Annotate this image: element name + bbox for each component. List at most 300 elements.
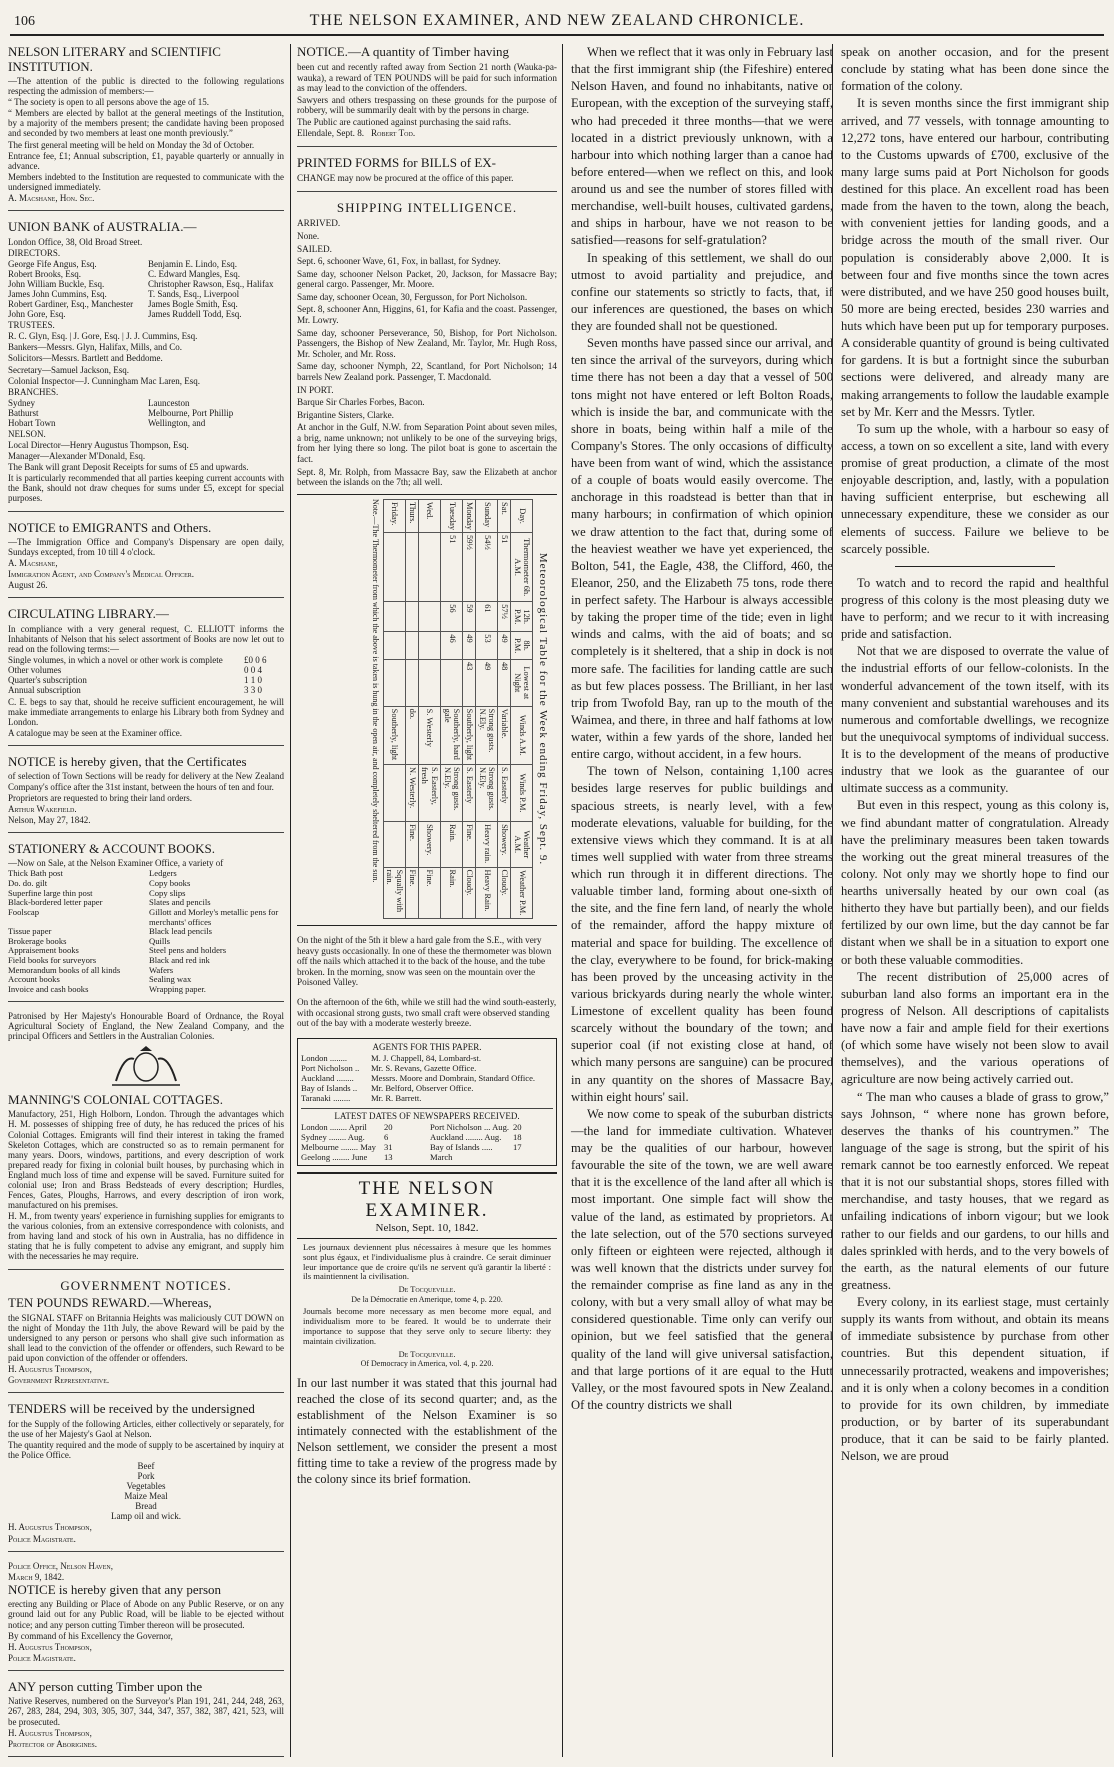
table-header: Lowest at Night <box>511 659 533 706</box>
list-item: Wellington, and <box>148 417 206 428</box>
list-item: Slates and pencils <box>149 897 211 908</box>
shipping-entry: Same day, schooner Nymph, 22, Scantland, for Port Nicholson; 14 barrels New Zealand pork. Passenger, T. Macdonald. <box>297 361 557 382</box>
list-item: Account books <box>8 974 60 985</box>
table-cell <box>406 601 419 631</box>
table-cell: 43 <box>463 659 476 706</box>
list-item: Foolscap <box>8 906 40 917</box>
editorial-column-2 <box>832 44 1109 1757</box>
shipping-entry: Sept. 8, schooner Ann, Higgins, 61, for Kafia and the coast. Passenger, Mr. Lowry. <box>297 304 557 326</box>
native-reserves-notice <box>8 1680 284 1757</box>
paragraph: Seven months have passed since our arrival, and ten since the arrival of the surveyors, during which time there has not been a day that a vessel of 500 tons might not have entered or left Bolton Roads, which is inside the bar, and communicate with the shore in boats, being within half a mile of the Company's Stores. The only occasions of difficulty have been from want of wind, which the assistance of a couple of boats would easily overcome. The anchorage in this roadstead is better than that in many harbours; in confirmation of which opinion we draw attention to the fact that, during some of the heaviest weather we have yet experienced, the Bolton, 541, the Eagle, 438, the Clifford, 460, the Eleanor, 250, and the Elizabeth 75 tons, rode there in perfect safety. The Harbour is always accessible by taking the proper time of the tide; even in light winds and calms, with the aid of boats; and so completely is it sheltered, that a ship in dock is not more safe. The facilities for landing cattle are such as but few places possess. The Brilliant, in her last trip from Twofold Bay, ran up to the mouth of the Waimea, and there, in three and half fathoms at low water, within a few yards of the shore, landed her entire cargo, without accident, in a few hours. <box>571 336 833 762</box>
ad-title: CIRCULATING LIBRARY.— <box>8 606 169 622</box>
list-item: Ledgers <box>149 868 177 879</box>
table-cell: Friday. <box>383 499 405 532</box>
paragraph: “ The man who causes a blade of grass to grow,” says Johnson, “ where none has grown before, deserves the thanks of his countrymen.” The language of the sage is strong, but the spirit of his remark cannot be too earnestly enforced. We repeat that it is not our substantial shops, stores filled with merchandise, and tasty houses, that we regard as unfailing indications of inborn vigour; but we look rather to our fields and our gardens, to our hills and dales sprinkled with herds, and to the very bowels of the earth, as the natural elements of our future greatness. <box>841 1089 1109 1292</box>
section-label: ARRIVED. <box>297 218 341 229</box>
ad-body: Members indebted to the Institution are requested to communicate with the undersigned immediately. <box>8 171 284 192</box>
table-cell: do. <box>406 706 419 764</box>
list-item: Maize Meal <box>124 1491 168 1502</box>
divider <box>895 566 1056 567</box>
list-item: Launceston <box>148 397 190 408</box>
signature: Protector of Aborigines. <box>8 1738 97 1749</box>
list-item: Lamp oil and wick. <box>111 1511 181 1522</box>
agent-name: Mr. Belford, Observer Office. <box>371 1082 474 1093</box>
ad-title: PRINTED FORMS for BILLS of EX- <box>297 154 496 170</box>
table-cell: N. Westerly. <box>406 764 419 821</box>
table-title: Meteorological Table for the Week ending Friday, Sept. 9. <box>537 552 549 865</box>
list-item: Black-bordered letter paper <box>8 897 103 908</box>
epigraph-french: Les journaux deviennent plus nécessaires à mesure que les hommes sont plus égaux, et l'individualisme plus à craindre. Ce serait diminuer leur importance que de croire qu'ils ne servent qu'à garantir la liberté : ils maintiennent la civilisation. <box>303 1241 551 1282</box>
table-cell: 49 <box>463 632 476 660</box>
table-row <box>463 499 476 918</box>
epigraph-author: De Tocqueville. <box>398 1285 456 1295</box>
signature: H. Augustus Thompson, <box>8 1364 92 1374</box>
ad-body: Manufactory, 251, High Holborn, London. Through the advantages which H. M. possesses of shipping free of duty, he has reduced the prices of his Colonial Cottages. Emigrants will find their interest in taking the framed Skeleton Cottages, which are constructed so as to remain permanent for many years. Doors, windows, partitions, and every description of work prepared ready for fixing in colonial built houses, by purchasing which in England much loss of time and expense will be saved. Furniture suited for colonial use; Iron and Brass Bedsteads of every description; Hurdles, Fences, Gates, Ploughs, Harrows, and every description of iron work, manufactured on his premises. <box>8 1109 284 1211</box>
government-notices-heading: GOVERNMENT NOTICES. <box>60 1277 232 1293</box>
table-cell <box>406 532 419 601</box>
table-cell: Rain. <box>441 867 463 918</box>
printed-forms-ad <box>297 156 557 192</box>
section-label: IN PORT. <box>297 384 334 395</box>
tender-items <box>8 1461 284 1521</box>
table-cell: Wed. <box>418 499 440 532</box>
shipping-entry: Barque Sir Charles Forbes, Bacon. <box>297 397 425 408</box>
ad-body: Proprietors are requested to bring their land orders. <box>8 792 192 803</box>
signature: H. Augustus Thompson, <box>8 1522 92 1533</box>
signature: Robert Tod. <box>371 128 416 139</box>
table-header: 12h. P.M. <box>511 601 533 631</box>
date-place: London ........ April <box>301 1121 367 1132</box>
table-cell: 51 <box>498 532 511 601</box>
rate-label: Single volumes, in which a novel or other work is complete <box>8 655 223 666</box>
editorial-lead: In our last number it was stated that this journal had reached the close of its second quarter; and, as the establishment of the Nelson Examiner is so intimately connected with the establishment of the Nelson settlement, we consider the present a most fitting time to take a review of the progress made by the colony since its brief formation. <box>297 1375 557 1487</box>
table-cell: S. Easterly, fresh <box>418 764 440 821</box>
ad-body: Police Office, Nelson Haven, <box>8 1560 113 1571</box>
table-cell <box>383 632 405 660</box>
agent-place: Port Nicholson .. <box>301 1063 360 1074</box>
date-value: 18 <box>513 1131 522 1142</box>
ad-body: At anchor in the Gulf, N.W. from Separation Point about seven miles, a brig, name unknown; not unlikely to be one of the surveying brigs, from her lying there so long. The pilot boat is gone to ascertain the fact. <box>297 422 557 464</box>
ad-title: STATIONERY & ACCOUNT BOOKS. <box>8 840 215 856</box>
table-header-row <box>511 499 533 918</box>
table-cell: Fine. <box>406 867 419 918</box>
date-place: Geelong ........ June <box>301 1151 368 1162</box>
table-cell <box>441 659 463 706</box>
stationery-ad <box>8 842 284 1002</box>
list-item: Beef <box>137 1461 155 1472</box>
manning-cottages-ad <box>8 1011 284 1270</box>
list-item: Hobart Town <box>8 417 56 428</box>
table-cell: 46 <box>441 632 463 660</box>
table-row <box>406 499 419 918</box>
date-place: Auckland ........ Aug. <box>430 1131 502 1142</box>
advertisements-column <box>8 44 284 1757</box>
ad-body: A catalogue may be seen at the Examiner office. <box>8 727 183 738</box>
table-header: Weather P.M. <box>511 867 533 918</box>
list-item: Memorandum books of all kinds <box>8 964 121 975</box>
table-cell: Variable. <box>498 706 511 764</box>
directors-list <box>8 259 284 319</box>
table-cell: S. Easterly <box>498 764 511 821</box>
table-body <box>383 499 510 918</box>
list-item: Field books for surveyors <box>8 955 97 966</box>
editorial-column-1 <box>562 44 833 1757</box>
table-cell: Fine. <box>406 821 419 866</box>
list-item: Copy slips <box>149 887 186 898</box>
paragraph: In speaking of this settlement, we shall do our utmost to avoid partiality and prejudice, and confine our statements so strictly to facts, that, if our inferences are questioned, the bases on which they are founded shall not be questioned. <box>571 250 833 333</box>
date-value: 20 <box>384 1121 393 1132</box>
ad-body: The quantity required and the mode of supply to be ascertained by inquiry at the Police Office. <box>8 1439 284 1460</box>
certificates-notice <box>8 755 284 833</box>
list-item: James Ruddell Todd, Esq. <box>148 309 242 320</box>
table-cell: 59 <box>463 601 476 631</box>
ad-title: ANY person cutting Timber upon the <box>8 1678 203 1694</box>
box-title: LATEST DATES OF NEWSPAPERS RECEIVED. <box>301 1108 553 1121</box>
table-note: Note.—The Thermometer from which the above is taken is hung in the open air, and completely sheltered from the sun. <box>370 498 380 883</box>
table-cell: S. Easterly <box>463 764 476 821</box>
table-cell: Rain. <box>441 821 463 866</box>
ad-body: The Public are cautioned against purchasing the said rafts. <box>297 116 512 127</box>
paragraph: Every colony, in its earliest stage, must certainly supply its wants from without, and obtain its means of immediate subsistence by purchase from other countries. But this dependent situation, if unnecessarily protracted, weakens and impoverishes; and it is only when a colony becomes in a condition to provide for its own children, by immediate production, or by barter of its superabundant produce, that it can be said to be fairly planted. Nelson, we are proud <box>841 1295 1109 1464</box>
list-item: Invoice and cash books <box>8 983 89 994</box>
table-cell: Heavy rain. <box>476 821 498 866</box>
paragraph: To sum up the whole, with a harbour so easy of access, a town on so excellent a site, land with every promise of great production, a climate of the most enjoyable description, and, lastly, with a population having sufficient enterprise, but eschewing all unnecessary expenditure, these we consider as our elements of success. Failure we believe to be scarcely possible. <box>841 421 1109 556</box>
table-header: Winds A.M. <box>511 706 533 764</box>
shipping-column <box>290 44 557 1757</box>
date-place: Melbourne ........ May <box>301 1141 376 1152</box>
table-cell <box>383 532 405 601</box>
ad-body: In compliance with a very general request, C. ELLIOTT informs the Inhabitants of Nelson that his select assortment of Books are now let out to read on the following terms:— <box>8 624 284 655</box>
rate-label: Annual subscription <box>8 685 81 696</box>
ad-body: “ Members are elected by ballot at the general meetings of the Institution, by a majority of the members present; the candidate having been proposed and seconded by two members at least one month previously.” <box>8 108 284 139</box>
table-row <box>498 499 511 918</box>
literary-institution-notice <box>8 45 284 211</box>
signature: H. Augustus Thompson, <box>8 1641 92 1652</box>
table-header: Winds P.M. <box>511 764 533 821</box>
ad-body: “ The society is open to all persons above the age of 15. <box>8 97 210 108</box>
list-item: Bathurst <box>8 407 39 418</box>
ad-body: C. E. begs to say that, should he receive sufficient encouragement, he will make immediate arrangements to enlarge his Library both from Sydney and London. <box>8 696 284 727</box>
date-place: Port Nicholson ... Aug. <box>430 1121 510 1132</box>
ad-title: TENDERS will be received by the undersigned <box>8 1401 255 1417</box>
date: Nelson, May 27, 1842. <box>8 814 91 825</box>
table-cell: 56 <box>441 601 463 631</box>
section-label: BRANCHES. <box>8 386 59 397</box>
list-item: Copy books <box>149 878 191 889</box>
ad-title: UNION BANK of AUSTRALIA.— <box>8 219 197 235</box>
signature: H. Augustus Thompson, <box>8 1727 92 1738</box>
paragraph: The town of Nelson, containing 1,100 acres besides large reserves for public buildings and spacious streets, is nearly level, with a few moderate elevations, valuable for building, for the extensive views which they command. It is at all times well supplied with water from three streams which run through it in different directions. The valuable timber land, forming about one-sixth of the site, and the fine fern land, of nearly the whole of the remainder, afford the happy mixture of material and space for building. The excellence of the clay, everywhere to be found, for brick-making has been proved by the unceasing activity in the various brickyards during nearly the whole winter. Limestone of excellent quality has been found scarcely without the boundary of the town; and superior coal (if not existing close at hand, of which many persons are sanguine) can be procured in any quantity on the shores of Massacre Bay, within eight hours' sail. <box>571 764 833 1104</box>
list-item: Do. do. gilt <box>8 878 48 889</box>
date: August 26. <box>8 580 48 591</box>
signature: A. Macshane, <box>8 558 58 569</box>
table-cell: 54½ <box>476 532 498 601</box>
date-value: 17 <box>513 1141 522 1152</box>
list-item: Sealing wax <box>149 974 192 985</box>
table-cell: Strong gusts. N.Ely. <box>441 764 463 821</box>
newspaper-title: THE NELSON EXAMINER, AND NEW ZEALAND CHRONICLE. <box>309 12 805 29</box>
section-label: DIRECTORS. <box>8 247 61 258</box>
section-label: TRUSTEES. <box>8 320 55 331</box>
date-place: Bay of Islands ..... March <box>430 1141 493 1162</box>
date-value: 6 <box>384 1131 389 1142</box>
section-label: NELSON. <box>8 428 46 439</box>
table-cell: Fine. <box>463 821 476 866</box>
agent-name: Mr. R. Barrett. <box>371 1092 422 1103</box>
stationery-list <box>8 869 284 994</box>
ad-body: —The Immigration Office and Company's Dispensary are open daily, Sundays excepted, from 10 till 4 o'clock. <box>8 537 284 558</box>
ad-body: The Bank will grant Deposit Receipts for sums of £5 and upwards. <box>8 462 249 473</box>
weather-table <box>383 499 534 919</box>
paragraph: We now come to speak of the suburban districts—the land for immediate cultivation. Whatever may be the qualities of our harbour, however favourable the site of the town, we are well aware that it is the excellence of the land after all which is most important. One simple fact will show the value of the land, as estimated by proprietors. At the late selection, out of the 570 sections surveyed only fifteen or eighteen were rejected, although it was well known that the districts under survey for the remainder comprise as fine land as any in the colony, with but a very small alloy of what may be considered questionable. Time only can verify our opinion, but we feel satisfied that the general quality of the land will give universal satisfaction, and that large portions of it are equal to the Hutt Valley, or the most favoured spots in New Zealand. Of the country districts we shall <box>571 1106 833 1412</box>
police-notice <box>8 1561 284 1671</box>
paragraph: To watch and to record the rapid and healthful progress of this colony is the most pleasing duty we have to perform; and we recur to it with increasing pride and satisfaction. <box>841 575 1109 642</box>
epigraph-english: Journals become more necessary as men become more equal, and individualism more to be feared. It would be to underrate their importance to suppose that they serve only to secure liberty: they maintain civilization. <box>303 1306 551 1346</box>
table-cell: Squally with rain. <box>383 867 405 918</box>
ad-body: erecting any Building or Place of Abode on any Public Reserve, or on any ground laid out for any Public Road, will be liable to be ejected without notice; and any person cutting Timber thereon will be prosecuted. <box>8 1599 284 1630</box>
table-cell: 61 <box>476 601 498 631</box>
shipping-entry: Brigantine Sisters, Clarke. <box>297 409 394 420</box>
table-cell: 59½ <box>463 532 476 601</box>
ad-body: —The attention of the public is directed to the following regulations respecting the admission of members:— <box>8 76 284 97</box>
agent-name: M. J. Chappell, 84, Lombard-st. <box>371 1053 482 1064</box>
list-item: Steel pens and holders <box>149 945 227 956</box>
shipping-intelligence <box>297 201 557 488</box>
paragraph: But even in this respect, young as this colony is, we find abundant matter of congratulation. Already have the preliminary measures been taken towards the working out the great mineral treasures of the colony. Not only may we shortly hope to find our hearths universally heated by our own coal (as hitherto they have but partially been), and our fields fertilized by our own lime, but the day cannot be far distant when we shall be in a situation to export one or both these valuable commodities. <box>841 798 1109 967</box>
date-value: 13 <box>384 1151 393 1162</box>
list-item: C. Edward Mangles, Esq. <box>148 268 240 279</box>
weather-report: On the night of the 5th it blew a hard gale from the S.E., with very heavy gusts occasionally. In one of these the thermometer was blown off the nails which attached it to the back of the house, and the tube broken. In the morning, snow was seen on the mountain over the Poisoned Valley. <box>297 934 552 988</box>
emigrants-notice <box>8 521 284 599</box>
list-item: Tissue paper <box>8 926 52 937</box>
date-value: 20 <box>513 1121 522 1132</box>
list-item: Black and red ink <box>149 955 210 966</box>
table-cell <box>418 532 440 601</box>
place: Ellendale, Sept. 8. <box>297 128 365 139</box>
signature: Police Magistrate. <box>8 1533 76 1544</box>
list-item: Brokerage books <box>8 935 67 946</box>
table-row <box>441 499 463 918</box>
table-cell: Fine. <box>418 867 440 918</box>
ad-body: Entrance fee, £1; Annual subscription, £1, payable quarterly or annually in advance. <box>8 150 284 171</box>
date-column <box>301 1123 424 1163</box>
ad-body: been cut and recently rafted away from Section 21 north (Wauka-pa-wauka), a reward of TEN POUNDS will be paid for such information as may lead to the conviction of the offenders. <box>297 61 557 94</box>
ad-body: London Office, 38, Old Broad Street. <box>8 236 143 247</box>
shipping-entry: Sept. 6, schooner Wave, 61, Fox, in ballast, for Sydney. <box>297 256 501 267</box>
rate-value: 0 0 4 <box>244 665 262 676</box>
list-item: Quills <box>149 935 171 946</box>
table-header: Thermometer 6h. A.M. <box>511 532 533 601</box>
table-cell: Monday <box>463 499 476 532</box>
paragraph: The recent distribution of 25,000 acres of suburban land also forms an important era in the progress of Nelson. All descriptions of capitalists have now a fair and ample field for their exertions (of which some have wisely not been slow to avail themselves), and the various operations of agriculture are now being actively carried out. <box>841 969 1109 1087</box>
list-item: Black lead pencils <box>149 926 212 937</box>
table-cell <box>383 764 405 821</box>
weather-report: On the afternoon of the 6th, while we still had the wind south-easterly, with occasional strong gusts, two small craft were observed standing out of the bay with a moderate westerly breeze. <box>297 997 557 1029</box>
rate-value: 1 1 0 <box>244 675 262 686</box>
table-cell: Southerly, hard gale <box>441 706 463 764</box>
table-cell <box>406 632 419 660</box>
table-cell <box>418 632 440 660</box>
table-cell <box>406 659 419 706</box>
table-row <box>383 499 405 918</box>
list-item: John William Buckle, Esq. <box>8 278 105 289</box>
section-label: SAILED. <box>297 243 332 254</box>
agents-box <box>297 1038 557 1167</box>
table-header: 8h. P.M. <box>511 632 533 660</box>
shipping-entry: Same day, schooner Perseverance, 50, Bishop, for Port Nicholson. Passengers, the Bishop of New Zealand, Mr. Taylor, Mr. Hugh Ross, Mr. Scholer, and Mr. Ross. <box>297 327 557 359</box>
list-item: John Gore, Esq. <box>8 309 66 320</box>
table-cell: Sunday <box>476 499 498 532</box>
paragraph: When we reflect that it was only in February last that the first immigrant ship (the Fifeshire) entered Nelson Haven, and found no inhabitants, native or European, with the exception of the surveying staff, who had preceded it three months—that we were located in a district previously unknown, with a harbour into which nothing larger than a canoe had before entered—when we reflect on this, and look around us and see the number of stores filled with merchandise, well-built houses, cultivated gardens, and ships in harbour, have we not reason to be satisfied—reasons for self-gratulation? <box>571 45 833 248</box>
paragraph: Not that we are disposed to overrate the value of the industrial efforts of our fellow-colonists. In the wonderful advancement of the town itself, with its many convenient and substantial warehouses and its numerous and comfortable dwellings, we recognize but the unequivocal symptoms of individual success. It is to the development of the means of productive industry that we look as the guarantee of our ultimate success as a community. <box>841 644 1109 796</box>
rates-table <box>8 655 284 695</box>
ad-title: NOTICE.—A quantity of Timber having <box>297 44 509 59</box>
table-cell: Showery. <box>498 821 511 866</box>
table-row <box>418 499 440 918</box>
agent-name: Mr. S. Revans, Gazette Office. <box>371 1063 477 1074</box>
shipping-entry: Same day, schooner Ocean, 30, Fergusson, for Port Nicholson. <box>297 291 528 302</box>
list-item: Wrapping paper. <box>149 983 206 994</box>
ad-body: —Now on Sale, at the Nelson Examiner Office, a variety of <box>8 858 224 869</box>
rate-value: 3 3 0 <box>244 685 262 696</box>
table-cell: Strong gusts. N.Ely. <box>476 706 498 764</box>
signature: Government Representative. <box>8 1375 110 1386</box>
table-cell: Strong gusts. N.Ely. <box>476 764 498 821</box>
branches-list <box>8 398 284 428</box>
epigraph-source: Of Democracy in America, vol. 4, p. 220. <box>360 1359 494 1369</box>
meteorological-table-rotated <box>297 499 549 919</box>
ad-body: of selection of Town Sections will be ready for delivery at the New Zealand Company's office after the 31st instant, between the hours of ten and four. <box>8 771 284 792</box>
ad-title: MANNING'S COLONIAL COTTAGES. <box>8 1091 223 1107</box>
ad-body: H. M., from twenty years' experience in furnishing supplies for emigrants to the various colonies, from an extensive correspondence with colonists, and from having land and stock of his own in Australia, has no diffidence in stating that he is fully competent to advise any emigrant, and supply him with the necessaries he may require. <box>8 1211 284 1262</box>
table-cell: 49 <box>476 659 498 706</box>
agent-place: Bay of Islands .. <box>301 1082 358 1093</box>
list-item: Robert Gardiner, Esq., Manchester <box>8 299 134 310</box>
tenders-notice <box>8 1402 284 1551</box>
table-cell: S. Westerly <box>418 706 440 764</box>
list-item: Vegetables <box>126 1481 166 1492</box>
ad-body: Sept. 8, Mr. Rolph, from Massacre Bay, saw the Elizabeth at anchor between the islands on the 7th; all well. <box>297 466 557 488</box>
list-item: James Bogle Smith, Esq. <box>148 299 238 310</box>
table-header: Day. <box>511 499 533 532</box>
paragraph: speak on another occasion, and for the present conclude by stating what has been done since the formation of the colony. <box>841 45 1109 94</box>
ad-body: It is particularly recommended that all parties keeping current accounts with the Bank, should not draw cheques for sums under £5, except for special purposes. <box>8 473 284 504</box>
table-cell: Tuesday <box>441 499 463 532</box>
ad-body: By command of his Excellency the Governor, <box>8 1630 173 1641</box>
ad-body: Secretary—Samuel Jackson, Esq. <box>8 364 129 375</box>
table-row <box>476 499 498 918</box>
table-cell <box>383 601 405 631</box>
union-bank-notice <box>8 220 284 512</box>
table-cell <box>383 659 405 706</box>
box-title: AGENTS FOR THIS PAPER. <box>372 1041 482 1052</box>
table-cell: Sat. <box>498 499 511 532</box>
table-cell: Thurs. <box>406 499 419 532</box>
table-cell: Cloudy. <box>463 867 476 918</box>
shipping-entry: Same day, schooner Nelson Packet, 20, Jackson, for Massacre Bay; general cargo. Passenger, Mr. Moore. <box>297 268 557 290</box>
ad-title: NELSON LITERARY and SCIENTIFIC INSTITUTION. <box>8 44 221 74</box>
signature: Arthur Wakefield. <box>8 803 77 814</box>
list-item: Thick Bath post <box>8 868 63 879</box>
list-item: Wafers <box>149 964 174 975</box>
table-cell: 48 <box>498 659 511 706</box>
list-item: Appraisement books <box>8 945 79 956</box>
list-item: Bread <box>135 1501 157 1512</box>
table-header: Weather A.M. <box>511 821 533 866</box>
ad-body: Manager—Alexander M'Donald, Esq. <box>8 451 146 462</box>
epigraph-source: De la Démocratie en Amerique, tome 4, p. 220. <box>351 1294 503 1304</box>
list-item: Melbourne, Port Phillip <box>148 407 234 418</box>
epigraph-author: De Tocqueville. <box>398 1349 456 1359</box>
list-item: Benjamin E. Lindo, Esq. <box>148 258 237 269</box>
masthead <box>10 8 1104 36</box>
list-item: Sydney <box>8 397 35 408</box>
date-column <box>430 1123 553 1163</box>
ad-body: for the Supply of the following Articles, either collectively or separately, for the use of her Majesty's Gaol at Nelson. <box>8 1418 284 1439</box>
ad-title: NOTICE to EMIGRANTS and Others. <box>8 519 212 535</box>
ad-body: Patronised by Her Majesty's Honourable Board of Ordnance, the Royal Agricultural Society of England, the New Zealand Company, and the principal Officers and Settlers in the Australian Colonies. <box>8 1010 284 1041</box>
table-cell: Southerly, light <box>463 706 476 764</box>
circulating-library-ad <box>8 607 284 745</box>
ad-body: Bankers—Messrs. Glyn, Halifax, Mills, and Co. <box>8 342 182 353</box>
list-item: George Fife Angus, Esq. <box>8 258 97 269</box>
date-place: Sydney ........ Aug. <box>301 1131 365 1142</box>
signature: Police Magistrate. <box>8 1652 76 1663</box>
table-cell: Southerly, light <box>383 706 405 764</box>
list-item: Pork <box>137 1471 155 1482</box>
agent-place: Taranaki ........ <box>301 1092 351 1103</box>
list-item: Gillott and Morley's metallic pens for merchants' offices <box>149 906 279 927</box>
table-cell: 51 <box>441 532 463 601</box>
editorial-date: Nelson, Sept. 10, 1842. <box>297 1222 557 1239</box>
table-cell <box>418 601 440 631</box>
ad-body: Native Reserves, numbered on the Surveyor's Plan 191, 241, 244, 248, 263, 267, 283, 284, 294, 303, 305, 307, 344, 347, 357, 382, 387, 421, 523, will be prosecuted. <box>8 1696 284 1727</box>
signature: A. Macshane, Hon. Sec. <box>8 192 95 203</box>
newspaper-dates <box>301 1123 553 1163</box>
table-cell: Heavy Rain. <box>476 867 498 918</box>
table-cell: 57½ <box>498 601 511 631</box>
list-item: Superfine large thin post <box>8 887 93 898</box>
reward-notice <box>8 1296 284 1393</box>
table-cell: Cloudy. <box>498 867 511 918</box>
agent-place: Auckland ........ <box>301 1073 354 1084</box>
ad-body: the SIGNAL STAFF on Britannia Heights was maliciously CUT DOWN on the night of Monday the 11th July, the above Reward will be paid by the undersigned to any person or persons who shall give such information as shall lead to the conviction of the offender or offenders, such Reward to be paid upon conviction of the offender or offenders. <box>8 1312 284 1363</box>
ad-title: NOTICE is hereby given that any person <box>8 1581 222 1597</box>
ad-title: NOTICE is hereby given, that the Certificates <box>8 753 247 769</box>
section-heading: SHIPPING INTELLIGENCE. <box>336 199 518 215</box>
list-item: Robert Brooks, Esq. <box>8 268 81 279</box>
timber-notice <box>297 45 557 147</box>
editorial-masthead: THE NELSON EXAMINER. <box>297 1172 557 1222</box>
ad-body: Local Director—Henry Augustus Thompson, Esq. <box>8 440 189 451</box>
rate-value: £0 0 6 <box>244 655 267 666</box>
paragraph: It is seven months since the first immigrant ship arrived, and 77 vessels, with tonnage amounting to 12,272 tons, have entered our harbour, contributing to the Customs upwards of £700, exclusive of the many large sums paid at Port Nicholson for goods destined for this place. An excellent road has been made from the haven to the town, along the beach, with convenient jetties for landing goods, and a bridge across the mouth of the small river. Our population is considerably above 2,000. It is between four and five months since the town acres were distributed, and we have 250 good houses built, 50 more are being erected, besides 230 warries and huts which have been put up for temporary purposes. A considerable quantity of ground is being cultivated for gardens. It is but a fortnight since the suburban sections were delivered, and already many are making arrangements to follow the laudable example set by Mr. Kerr and the Messrs. Tytler. <box>841 96 1109 419</box>
list-item: James John Cummins, Esq. <box>8 288 107 299</box>
table-cell <box>418 659 440 706</box>
ad-body: The first general meeting will be held on Monday the 3d of October. <box>8 139 255 150</box>
ad-body: R. C. Glyn, Esq. | J. Gore, Esq. | J. J. Cummins, Esq. <box>8 331 198 342</box>
date: March 9, 1842. <box>8 1571 65 1582</box>
list-item: T. Sands, Esq., Liverpool <box>148 288 240 299</box>
ad-body: Colonial Inspector—J. Cunningham Mac Laren, Esq. <box>8 375 200 386</box>
table-cell: 49 <box>498 632 511 660</box>
signature: Immigration Agent, and Company's Medical Officer. <box>8 569 194 580</box>
meteorological-table <box>297 494 557 926</box>
date-value: 31 <box>384 1141 393 1152</box>
ad-body: CHANGE may now be procured at the office of this paper. <box>297 172 514 183</box>
table-cell <box>383 821 405 866</box>
rate-label: Other volumes <box>8 665 62 676</box>
